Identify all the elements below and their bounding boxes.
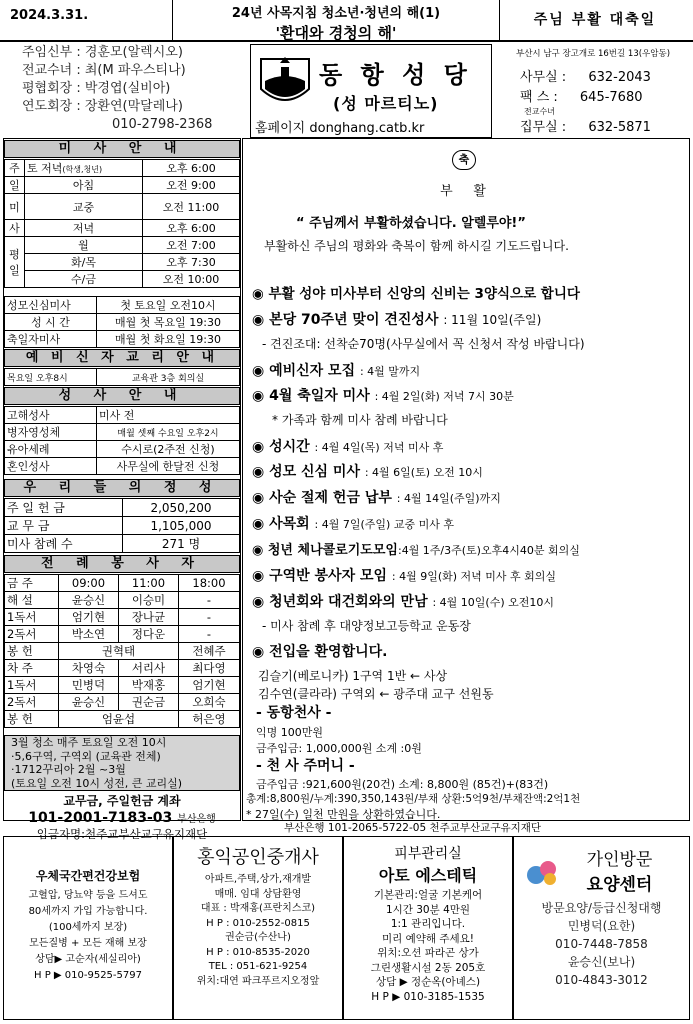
extra-time-marian: 첫 토요일 오전10시 <box>97 297 240 314</box>
servers-role: 1독서 <box>5 609 59 626</box>
sacrament-name: 고해성사 <box>5 407 97 424</box>
servers-cell: 정다운 <box>119 626 179 643</box>
sacrament-value: 미사 전 <box>97 407 240 424</box>
servers-cell: 최다영 <box>179 660 240 677</box>
staff-sister: 전교수녀 : 최(M 파우스티나) <box>22 63 186 78</box>
servers-cell: 오희숙 <box>179 694 240 711</box>
theme-line2: '환대와 경청의 해' <box>275 24 397 42</box>
weekday-name-wedfri: 수/금 <box>25 271 143 288</box>
weekday-side-2: 일 <box>9 264 20 277</box>
weekday-time-wedfri: 오전 10:00 <box>143 271 240 288</box>
parish-homepage[interactable]: 홈페이지 donghang.catb.kr <box>255 121 425 136</box>
liturgical-week: 주님 부활 대축일 <box>533 12 657 28</box>
servers-title: 전 례 봉 사 자 <box>4 555 240 573</box>
notice-head: ◉ 사순 절제 헌금 납부 <box>252 490 392 506</box>
angel-line1: 금주입금 :921,600원(20건) 소계: 8,800원 (85건)+(83건) <box>256 778 549 791</box>
notice-detail: : 4월 말까지 <box>359 365 421 378</box>
offering-row <box>5 517 240 535</box>
extra-time-feast: 매월 첫 화요일 19:30 <box>97 331 240 348</box>
office-phone: 632-2043 <box>588 70 651 85</box>
servers-row <box>5 626 240 643</box>
ad-esthetic-line: 그린생활시설 2동 205호 <box>370 961 486 974</box>
account-title: 교무금, 주일헌금 계좌 <box>63 794 181 808</box>
ad-realty-line: 아파트,주택,상가,재개발 <box>204 874 312 885</box>
parish-address: 부산시 남구 장고개로 16번길 13(우암동) <box>515 49 671 59</box>
sun-name-evening: 저녁 <box>25 220 143 237</box>
sacrament-value: 사무실에 한달전 신청 <box>97 458 240 475</box>
cleaning-line1: 3월 청소 매주 토요일 오전 10시 <box>11 736 167 749</box>
donghang-title: - 동항천사 - <box>256 705 332 721</box>
servers-row <box>5 694 240 711</box>
staff-council: 평협회장 : 박경엽(실비아) <box>22 81 171 96</box>
ad-realty-line: H P : 010-2552-0815 <box>206 917 310 929</box>
sun-side-1: 일 <box>5 177 25 194</box>
transfer-1: 김슬기(베로니카) 1구역 1반 ← 사상 <box>258 669 448 683</box>
extra-row-holyhour <box>5 314 240 331</box>
servers-cell: 서리사 <box>119 660 179 677</box>
servers-cell: 엄윤섭 <box>59 711 179 728</box>
sacrament-name: 유아세례 <box>5 441 97 458</box>
fax-number: 645-7680 <box>579 90 643 105</box>
cleaning-line3: ·1712꾸리아 2월 ~3월 <box>11 763 126 776</box>
notice-item <box>252 513 454 533</box>
servers-role: 봉 헌 <box>5 643 59 660</box>
weekday-name-tuethu: 화/목 <box>25 254 143 271</box>
ad-esthetic-line: 기본관리:얼굴 기본케어 <box>373 889 483 901</box>
sun-time-morning: 오전 9:00 <box>143 177 240 194</box>
easter-badge: 축 <box>452 150 476 170</box>
sacrament-row <box>5 407 240 424</box>
confirmation-note: - 견진조대: 선착순70명(사무실에서 꼭 신청서 작성 바랍니다) <box>262 337 585 351</box>
sister-label2: 집무실 : <box>520 120 567 135</box>
notice-item <box>252 360 420 380</box>
sacrament-row <box>5 458 240 475</box>
servers-header: 09:00 <box>59 575 119 592</box>
weekday-name-mon: 월 <box>25 237 143 254</box>
servers-cell: 윤승신 <box>59 592 119 609</box>
notice-item <box>252 436 443 456</box>
mass-row-sat <box>5 160 240 177</box>
ad-care-line: 010-4843-3012 <box>555 973 648 987</box>
ad-esthetic <box>343 836 513 1020</box>
ad-post-line: H P ▶ 010-9525-5797 <box>34 970 142 981</box>
servers-header: 금 주 <box>5 575 59 592</box>
notice-detail: : 4월 7일(주일) 교중 미사 후 <box>314 518 454 531</box>
account-holder: 입금자명:천주교부산교구유지재단 <box>36 827 208 841</box>
ad-post-line: 고혈압, 당뇨약 등을 드셔도 <box>28 890 148 901</box>
ad-care-body <box>514 899 689 989</box>
weekday-side <box>5 237 25 288</box>
notice-item <box>252 309 541 329</box>
mass-row-morning <box>5 177 240 194</box>
extra-name-holyhour: 성 시 간 <box>5 314 97 331</box>
parish-logo-box <box>250 44 492 138</box>
notice-head: ◉ 4월 축일자 미사 <box>252 388 370 404</box>
sun-time-main: 오전 11:00 <box>143 194 240 220</box>
offering-row <box>5 499 240 517</box>
sat-mass-name: 토 저녁 <box>27 162 63 175</box>
angel-line4: 부산은행 101-2065-5722-05 천주교부산교구유지재단 <box>284 822 542 834</box>
servers-row <box>5 643 240 660</box>
sat-mass-note: (학생,청년) <box>62 165 103 174</box>
account-box <box>4 792 240 842</box>
church-emblem-icon <box>257 53 313 111</box>
extra-name-feast: 축일자미사 <box>5 331 97 348</box>
extra-row-marian <box>5 297 240 314</box>
ad-esthetic-body <box>344 888 512 1004</box>
youth-meeting-note: - 미사 참례 후 대양정보고등학교 운동장 <box>262 619 471 633</box>
account-number: 101-2001-7183-03 <box>28 810 173 826</box>
easter-greeting: “ 주님께서 부활하셨습니다. 알렐루야!” <box>296 216 526 231</box>
ad-post-line: 80세까지 가입 가능합니다. <box>28 906 148 917</box>
ad-realty-line: 매매. 임대 상담환영 <box>214 888 302 900</box>
ad-esthetic-line: 위치:오션 파라곤 상가 <box>377 947 479 959</box>
ad-realty-line: H P : 010-8535-2020 <box>206 946 310 958</box>
extra-time-holyhour: 매월 첫 목요일 19:30 <box>97 314 240 331</box>
mass-title: 미 사 안 내 <box>4 140 240 158</box>
sun-side-2: 미 <box>5 194 25 220</box>
staff-mourning: 연도회장 : 장환연(막달레나) <box>22 99 183 114</box>
ad-realty <box>173 836 343 1020</box>
notice-head: ◉ 본당 70주년 맞이 견진성사 <box>252 312 439 328</box>
notice-item <box>252 487 501 507</box>
servers-row <box>5 660 240 677</box>
servers-cell: 엄기현 <box>59 609 119 626</box>
notice-head: ◉ 청년회와 대건회와의 만남 <box>252 594 428 610</box>
catechumen-title: 예 비 신 자 교 리 안 내 <box>4 349 240 367</box>
offering-table <box>4 498 240 553</box>
pastoral-theme <box>172 0 500 42</box>
sat-side-label: 주 <box>5 160 25 177</box>
weekday-side-1: 평 <box>9 248 20 261</box>
notice-detail: : 4월 10일(수) 오전10시 <box>432 596 555 609</box>
servers-cell: - <box>179 592 240 609</box>
offering-value: 1,105,000 <box>123 517 240 535</box>
office-phone-row <box>520 66 651 85</box>
parish-name: 동 항 성 당 <box>319 61 472 89</box>
angel-line2: 총계:8,800원/누계:390,350,143원/부채 상환:5억9천/부채잔액:2억1천 <box>246 793 581 805</box>
servers-row <box>5 677 240 694</box>
sun-side-3: 사 <box>5 220 25 237</box>
servers-row <box>5 711 240 728</box>
notice-item <box>252 539 580 558</box>
angel-line3: * 27일(수) 일천 만원을 상환하였습니다. <box>246 808 441 821</box>
issue-date: 2024.3.31. <box>10 8 89 23</box>
staff-pastor: 주임신부 : 경훈모(알렉시오) <box>22 45 183 60</box>
ad-care-line: 010-7448-7858 <box>555 937 648 951</box>
notice-head: ◉ 예비신자 모집 <box>252 363 356 379</box>
offering-title: 우 리 들 의 정 성 <box>4 479 240 497</box>
ad-realty-line: 대표 : 박재홍(프란치스코) <box>200 903 316 914</box>
ad-realty-title: 홍익공인중개사 <box>197 847 319 868</box>
offering-row <box>5 535 240 553</box>
theme-line1: 24년 사목지침 청소년·청년의 해(1) <box>231 6 441 21</box>
ad-realty-line: 권순금(수산나) <box>225 932 291 943</box>
sacrament-name: 병자영성체 <box>5 424 97 441</box>
mass-row-wedfri <box>5 271 240 288</box>
catechumen-table <box>4 368 240 386</box>
ad-esthetic-line: 1:1 관리입니다. <box>390 918 466 930</box>
sacrament-title: 성 사 안 내 <box>4 387 240 405</box>
feast-note: * 가족과 함께 미사 참례 바랍니다 <box>272 413 448 427</box>
cleaning-line2: ·5,6구역, 구역외 (교육관 전체) <box>11 749 161 763</box>
sister-label1: 전교수녀 <box>524 107 555 116</box>
mass-row-tuethu <box>5 254 240 271</box>
sacrament-name: 혼인성사 <box>5 458 97 475</box>
offering-name: 미사 참례 수 <box>5 535 123 553</box>
notice-head: ◉ 성시간 <box>252 439 310 455</box>
sister-phone: 632-5871 <box>588 120 651 135</box>
sun-name-main: 교중 <box>25 194 143 220</box>
contact-box <box>496 44 690 138</box>
fax-label: 팩 스 : <box>520 90 558 105</box>
notice-detail: :4월 1주/3주(토)오후4시40분 회의실 <box>397 544 580 557</box>
weekday-time-mon: 오전 7:00 <box>143 237 240 254</box>
ad-care-title1: 가인방문 <box>586 850 653 870</box>
ad-care-title2: 요양센터 <box>586 875 653 895</box>
ad-care-line: 방문요양/등급신청대행 <box>541 901 662 915</box>
servers-role: 해 설 <box>5 592 59 609</box>
sat-name <box>25 160 143 177</box>
servers-role: 2독서 <box>5 626 59 643</box>
catechumen-place: 교육관 3층 회의실 <box>97 369 240 386</box>
servers-cell: 윤승신 <box>59 694 119 711</box>
servers-cell: 엄기현 <box>179 677 240 694</box>
parish-patron: (성 마르티노) <box>333 94 439 113</box>
servers-row <box>5 592 240 609</box>
servers-table <box>4 574 240 728</box>
offering-value: 271 명 <box>123 535 240 553</box>
transfer-2: 김수연(클라라) 구역외 ← 광주대 교구 선원동 <box>258 687 494 701</box>
fax-row <box>520 86 643 105</box>
cleaning-box <box>4 735 240 791</box>
mass-extra-table <box>4 296 240 348</box>
sacrament-value: 수시로(2주전 신청) <box>97 441 240 458</box>
servers-row <box>5 609 240 626</box>
flower-icon <box>524 857 560 887</box>
cleaning-line4: (토요일 오전 10시 성전, 큰 교리실) <box>11 776 183 790</box>
sun-name-morning: 아침 <box>25 177 143 194</box>
extra-name-marian: 성모신심미사 <box>5 297 97 314</box>
notice-item: ◉ 전입을 환영합니다. <box>252 644 388 660</box>
ad-care-line: 윤승신(보나) <box>567 955 636 969</box>
notice-item <box>252 461 483 481</box>
donghang-line1: 익명 100만원 <box>256 726 323 739</box>
staff-list <box>22 44 244 134</box>
header <box>0 0 693 42</box>
easter-blessing: 부활하신 주님의 평화와 축복이 함께 하시길 기도드립니다. <box>264 239 569 253</box>
notice-detail: : 4월 14일(주일)까지 <box>396 492 501 505</box>
ad-post-title: 우체국간편건강보험 <box>35 869 141 883</box>
servers-cell: 권순금 <box>119 694 179 711</box>
ad-care-center <box>513 836 690 1020</box>
sun-time-evening: 오후 6:00 <box>143 220 240 237</box>
ad-realty-body <box>174 873 342 989</box>
account-bank: 부산은행 <box>177 814 216 825</box>
ad-esthetic-title1: 피부관리실 <box>394 846 462 862</box>
notice-item: ◉ 부활 성야 미사부터 신앙의 신비는 3양식으로 합니다 <box>252 286 580 302</box>
servers-cell: 박재홍 <box>119 677 179 694</box>
notice-head: ◉ 구역반 봉사자 모임 <box>252 568 388 584</box>
offering-name: 교 무 금 <box>5 517 123 535</box>
ad-esthetic-line: 1시간 30분 4만원 <box>385 903 471 916</box>
servers-cell: 권혁태 <box>59 643 179 660</box>
angel-title: - 천 사 주머니 - <box>256 758 355 774</box>
donghang-line2: 금주입금: 1,000,000원 소계 :0원 <box>256 742 422 755</box>
office-label: 사무실 : <box>520 70 567 85</box>
servers-cell: - <box>179 609 240 626</box>
sacrament-value: 매월 셋째 수요일 오후2시 <box>97 424 240 441</box>
account-line <box>4 810 240 826</box>
notice-detail: : 4월 2일(화) 저녁 7시 30분 <box>374 390 514 403</box>
servers-role: 2독서 <box>5 694 59 711</box>
notice-detail: : 4월 9일(화) 저녁 미사 후 회의실 <box>391 570 557 583</box>
notice-detail: : 4월 4일(목) 저녁 미사 후 <box>314 441 444 454</box>
ad-esthetic-line: 상담 ▶ 정순옥(아녜스) <box>375 976 481 988</box>
ad-realty-line: TEL : 051-621-9254 <box>208 961 308 972</box>
notice-item <box>252 565 556 585</box>
ad-post-line: 모든질병 + 모든 재해 보장 <box>29 938 147 949</box>
notice-head: ◉ 청년 체나콜로기도모임 <box>252 543 398 558</box>
catechumen-row <box>5 369 240 386</box>
sacrament-row <box>5 424 240 441</box>
notice-item <box>252 591 554 611</box>
ad-care-line: 민병덕(요한) <box>567 919 636 933</box>
servers-cell: 차영숙 <box>59 660 119 677</box>
sacrament-row <box>5 441 240 458</box>
weekday-time-tuethu: 오후 7:30 <box>143 254 240 271</box>
servers-header: 11:00 <box>119 575 179 592</box>
sat-time: 오후 6:00 <box>143 160 240 177</box>
mass-row-mon <box>5 237 240 254</box>
ad-post-line: (100세까지 보장) <box>48 922 128 933</box>
catechumen-time: 목요일 오후8시 <box>5 369 97 386</box>
servers-role: 봉 헌 <box>5 711 59 728</box>
notice-head: ◉ 성모 신심 미사 <box>252 464 360 480</box>
servers-cell: 민병덕 <box>59 677 119 694</box>
ad-post-insurance <box>3 836 173 1020</box>
notice-detail: : 11월 10일(주일) <box>443 313 542 327</box>
servers-cell: 허은영 <box>179 711 240 728</box>
notice-item <box>252 385 514 405</box>
servers-role: 1독서 <box>5 677 59 694</box>
offering-value: 2,050,200 <box>123 499 240 517</box>
notice-title: 부 활 <box>440 184 486 199</box>
ad-esthetic-title2: 아토 에스테틱 <box>378 866 478 885</box>
servers-cell: - <box>179 626 240 643</box>
servers-cell: 장나균 <box>119 609 179 626</box>
ad-esthetic-line: H P ▶ 010-3185-1535 <box>371 990 485 1003</box>
servers-header: 18:00 <box>179 575 240 592</box>
ad-esthetic-line: 미리 예약해 주세요! <box>381 932 475 945</box>
mass-row-evening <box>5 220 240 237</box>
sister-row <box>520 116 651 135</box>
servers-role: 차 주 <box>5 660 59 677</box>
sacrament-table <box>4 406 240 475</box>
servers-cell: 전혜주 <box>179 643 240 660</box>
ad-post-body <box>4 888 172 984</box>
mass-row-main <box>5 194 240 220</box>
servers-header-row <box>5 575 240 592</box>
extra-row-feast <box>5 331 240 348</box>
notice-detail: : 4월 6일(토) 오전 10시 <box>364 466 483 479</box>
notice-head: ◉ 사목회 <box>252 516 310 532</box>
servers-cell: 박소연 <box>59 626 119 643</box>
ad-realty-line: 위치:대연 파크푸르지오정앞 <box>196 975 320 987</box>
ad-post-line: 상담▶ 고순자(세실리아) <box>35 954 141 965</box>
servers-cell: 이승미 <box>119 592 179 609</box>
mass-table <box>4 159 240 288</box>
offering-name: 주 일 헌 금 <box>5 499 123 517</box>
staff-phone: 010-2798-2368 <box>112 117 213 132</box>
